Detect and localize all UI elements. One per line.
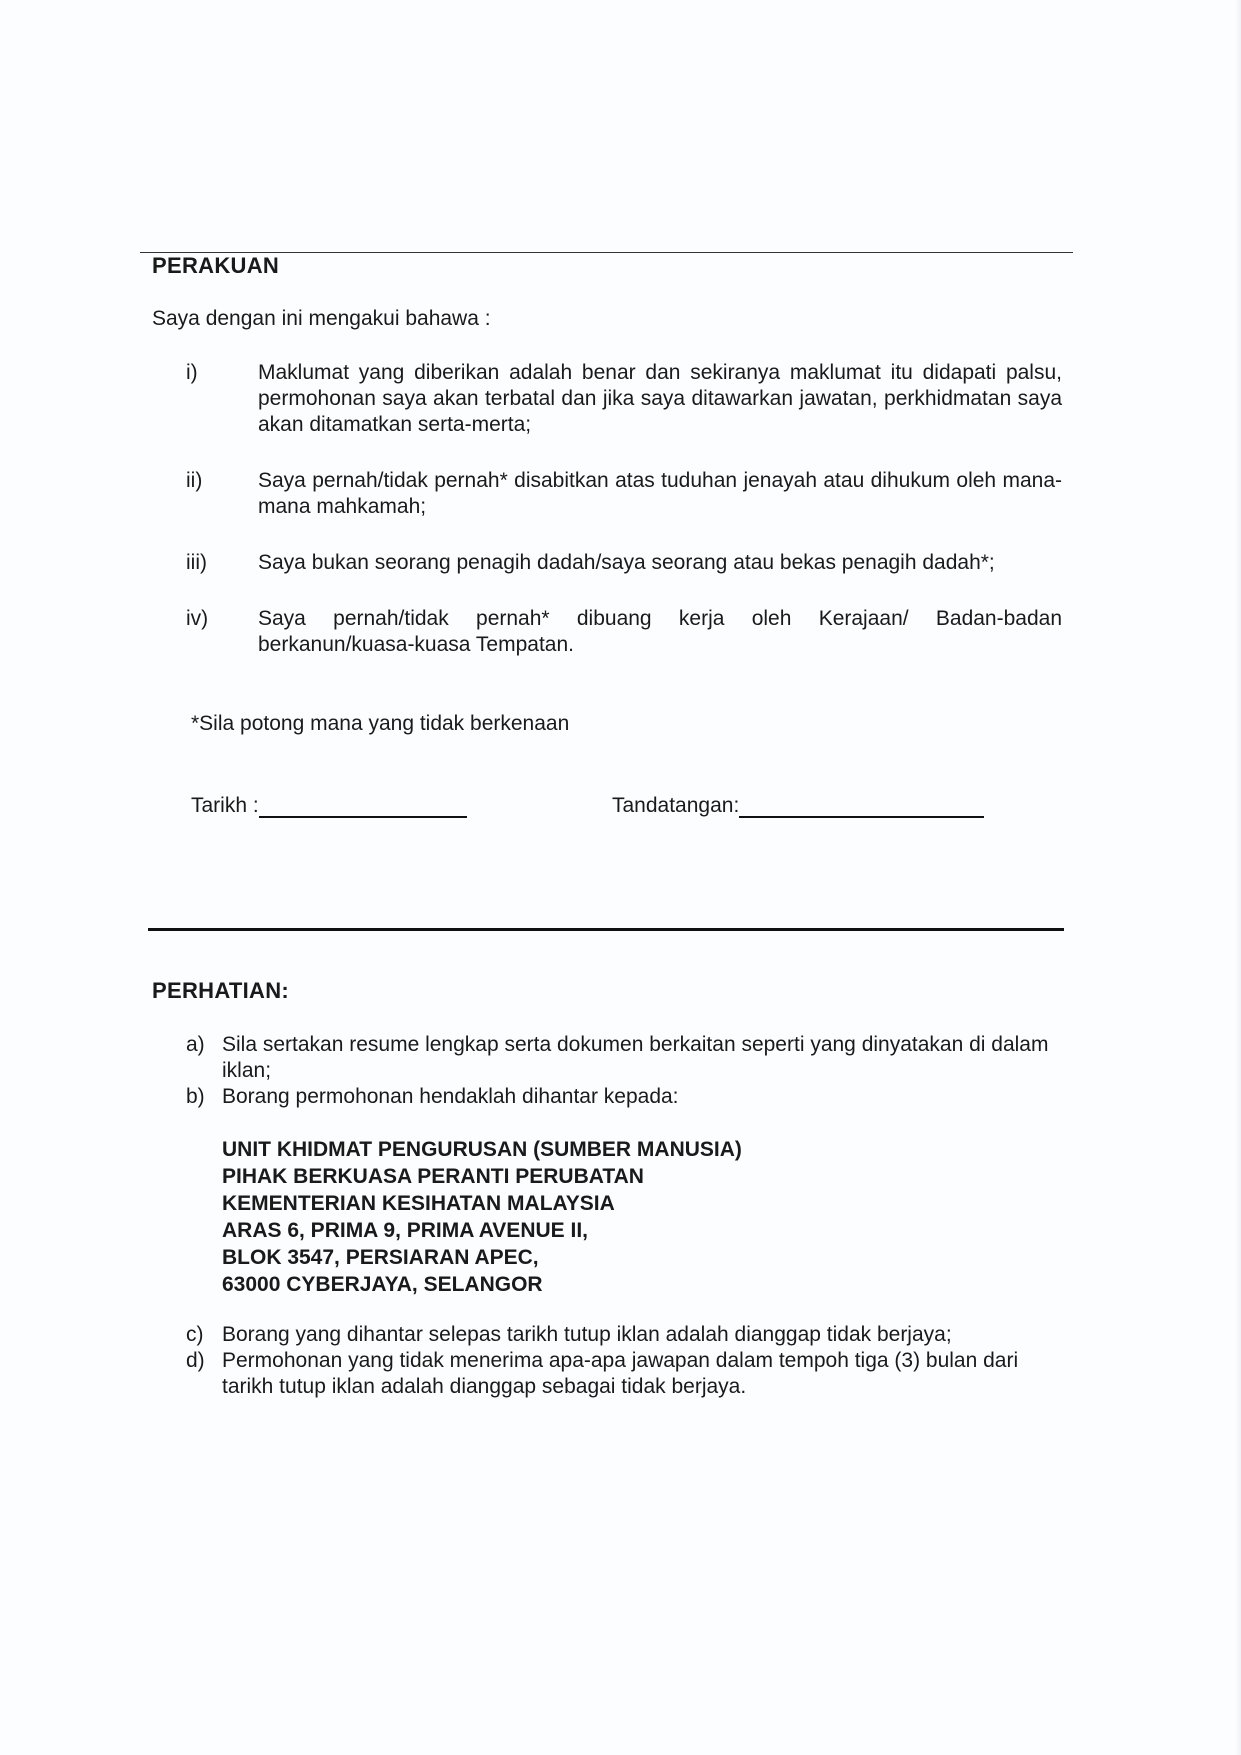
notice-item-marker: d) [186, 1349, 205, 1372]
address-line: PIHAK BERKUASA PERANTI PERUBATAN [222, 1165, 644, 1188]
notice-item-text: Borang yang dihantar selepas tarikh tutup iklan adalah dianggap tidak berjaya; [222, 1323, 952, 1346]
declaration-heading: PERAKUAN [152, 253, 280, 278]
notice-item-marker: a) [186, 1033, 205, 1056]
address-line: BLOK 3547, PERSIARAN APEC, [222, 1246, 539, 1269]
address-line: ARAS 6, PRIMA 9, PRIMA AVENUE II, [222, 1219, 588, 1242]
notice-item-d [152, 1348, 1062, 1400]
notice-item-marker: b) [186, 1085, 205, 1108]
notice-list [152, 1032, 1062, 1400]
strike-out-note: *Sila potong mana yang tidak berkenaan [191, 712, 570, 735]
declaration-item-marker: iii) [186, 551, 207, 574]
notice-item-text: Sila sertakan resume lengkap serta dokumen berkaitan seperti yang dinyatakan di dalam iklan; [222, 1033, 1049, 1082]
declaration-item-text: Saya pernah/tidak pernah* disabitkan atas tuduhan jenayah atau dihukum oleh mana-mana mahkamah; [258, 469, 1062, 518]
notice-heading: PERHATIAN: [152, 978, 290, 1003]
date-blank-line[interactable] [259, 792, 467, 818]
mailing-address [222, 1136, 1062, 1298]
declaration-list [152, 360, 1062, 688]
declaration-item-1 [152, 360, 1062, 438]
address-line: UNIT KHIDMAT PENGURUSAN (SUMBER MANUSIA) [222, 1138, 742, 1161]
address-block [152, 1136, 1062, 1298]
date-field [191, 792, 467, 818]
declaration-item-text: Saya bukan seorang penagih dadah/saya seorang atau bekas penagih dadah*; [258, 551, 995, 574]
notice-item-b [152, 1084, 1062, 1110]
notice-item-text: Permohonan yang tidak menerima apa-apa jawapan dalam tempoh tiga (3) bulan dari tarikh tutup iklan adalah dianggap sebagai tidak berjaya. [222, 1349, 1019, 1398]
notice-item-marker: c) [186, 1323, 204, 1346]
page-edge [1235, 0, 1241, 1755]
notice-item-c [152, 1322, 1062, 1348]
declaration-item-marker: i) [186, 361, 198, 384]
address-line: KEMENTERIAN KESIHATAN MALAYSIA [222, 1192, 615, 1215]
declaration-item-text: Saya pernah/tidak pernah* dibuang kerja oleh Kerajaan/ Badan-badan berkanun/kuasa-kuasa Tempatan. [258, 607, 1062, 656]
notice-item-text: Borang permohonan hendaklah dihantar kepada: [222, 1085, 679, 1108]
declaration-item-4 [152, 606, 1062, 658]
signature-blank-line[interactable] [739, 792, 984, 818]
date-label: Tarikh : [191, 794, 259, 817]
declaration-item-3 [152, 550, 1062, 576]
top-divider [140, 252, 1073, 253]
notice-item-a [152, 1032, 1062, 1084]
declaration-item-marker: ii) [186, 469, 203, 492]
declaration-item-text: Maklumat yang diberikan adalah benar dan sekiranya maklumat itu didapati palsu, permohonan saya akan terbatal dan jika saya ditawarkan jawatan, perkhidmatan saya akan ditamatkan serta-merta; [258, 361, 1062, 436]
signature-field [612, 792, 984, 818]
declaration-intro: Saya dengan ini mengakui bahawa : [152, 307, 491, 330]
declaration-item-marker: iv) [186, 607, 209, 630]
declaration-item-2 [152, 468, 1062, 520]
address-line: 63000 CYBERJAYA, SELANGOR [222, 1273, 543, 1296]
signature-label: Tandatangan: [612, 794, 740, 817]
section-divider [148, 928, 1064, 931]
